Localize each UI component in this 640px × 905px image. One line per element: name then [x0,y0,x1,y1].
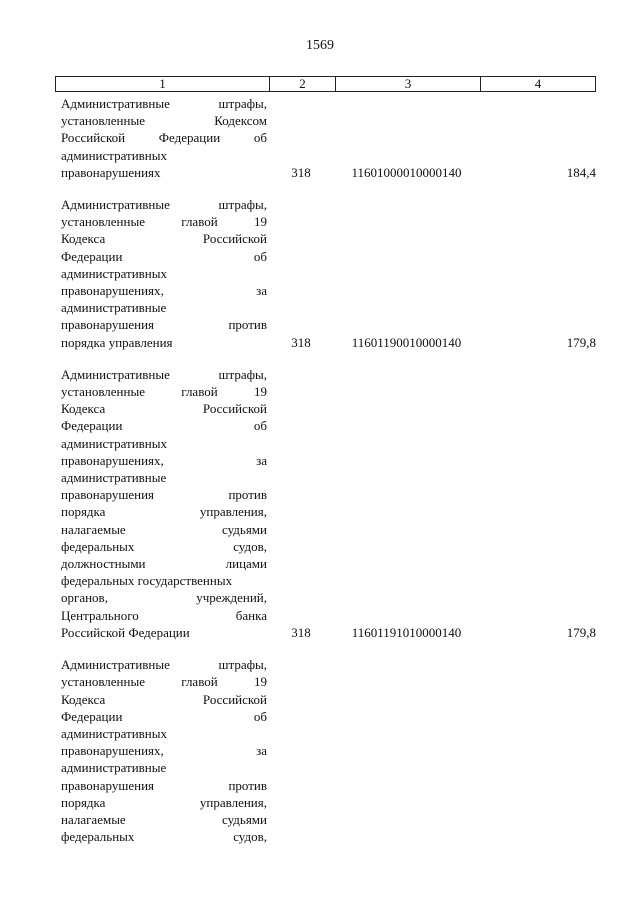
description-word: учреждений, [196,590,267,606]
description-word: Федерации [61,708,123,724]
description-word: правонарушениях, [61,743,164,759]
row-admin-code: 318 [291,164,311,180]
description-word: порядка [61,794,106,810]
description-word: главой [181,674,218,690]
description-word: штрафы, [218,96,267,111]
row-budget-code: 11601190010000140 [351,334,462,350]
row-amount: 179,8 [566,624,596,640]
description-word: 19 [253,384,267,400]
table-row [55,95,596,181]
description-word: Российской Федерации [61,624,190,640]
table-header [55,76,596,92]
description-word: Российской [202,401,267,417]
description-word: административных [61,265,167,281]
description-line [61,708,267,725]
description-line [61,521,267,538]
description-line [61,486,267,503]
description-word: об [253,248,267,264]
description-word: за [256,743,267,759]
description-word: установленные [61,214,145,230]
row-amount: 179,8 [566,334,596,350]
description-word: за [256,283,267,299]
description-word: Административные [61,96,170,111]
description-word: налагаемые [61,811,126,827]
description-line [61,282,267,299]
description-word: Федерации [61,418,123,434]
description-word: установленные [61,113,145,129]
description-line [61,589,267,606]
row-amount: 184,4 [566,164,596,180]
description-word: 19 [253,214,267,230]
description-word: административные [61,300,167,316]
description-word: правонарушениях [61,164,161,180]
description-word: судов, [233,538,267,554]
description-line [61,794,267,811]
description-line [61,555,267,572]
description-line [61,624,267,641]
description-word: Федерации [61,248,123,264]
description-line [61,383,267,400]
description-word: органов, [61,590,108,606]
description-line [61,129,267,146]
description-word: против [228,317,267,333]
description-line [61,112,267,129]
description-word: об [253,130,267,146]
row-budget-code: 11601000010000140 [351,164,462,180]
description-word: против [228,777,267,793]
description-line [61,299,267,316]
description-word: административных [61,435,167,451]
description-word: административные [61,470,167,486]
description-line [61,213,267,230]
description-line [61,469,267,486]
table-row [55,196,596,351]
description-word: Центрального [61,607,139,623]
header-col-2: 2 [269,77,335,91]
description-word: должностными [61,556,146,572]
row-description [55,366,267,641]
description-word: Административные [61,657,170,673]
description-line [61,164,267,181]
description-word: судьями [222,521,267,537]
description-word: против [228,487,267,503]
description-line [61,196,267,213]
description-word: федеральных [61,538,135,554]
description-word: порядка управления [61,334,173,350]
description-line [61,334,267,351]
description-line [61,366,267,383]
description-word: штрафы, [218,657,267,673]
description-word: правонарушениях, [61,452,164,468]
description-word: судов, [233,829,267,845]
description-word: Кодекса [61,231,106,247]
description-word: правонарушения [61,317,155,333]
row-budget-code: 11601191010000140 [351,624,462,640]
description-line [61,742,267,759]
description-word: Кодексом [214,113,267,129]
description-word: правонарушения [61,487,155,503]
description-line [61,777,267,794]
description-word: Российской [202,691,267,707]
description-word: федеральных государственных [61,573,233,589]
description-word: Кодекса [61,691,106,707]
description-line [61,572,267,589]
description-word: правонарушениях, [61,283,164,299]
description-word: Российской [61,130,126,146]
description-word: Административные [61,197,170,213]
description-line [61,759,267,776]
row-admin-code: 318 [291,334,311,350]
description-line [61,316,267,333]
row-admin-code: 318 [291,624,311,640]
description-word: административных [61,725,167,741]
description-word: установленные [61,674,145,690]
description-line [61,265,267,282]
description-word: лицами [225,556,267,572]
description-word: об [253,708,267,724]
description-line [61,400,267,417]
description-word: штрафы, [218,366,267,382]
description-word: главой [181,214,218,230]
description-line [61,452,267,469]
description-word: Российской [202,231,267,247]
description-word: административных [61,147,167,163]
description-line [61,691,267,708]
description-line [61,230,267,247]
description-word: федеральных [61,829,135,845]
description-word: за [256,452,267,468]
description-line [61,538,267,555]
description-word: главой [181,384,218,400]
page-number: 1569 [306,38,334,53]
description-line [61,248,267,265]
row-description [55,656,267,845]
description-word: штрафы, [218,197,267,213]
description-word: Кодекса [61,401,106,417]
row-description [55,196,267,351]
description-word: 19 [253,674,267,690]
header-col-4: 4 [480,77,595,91]
description-line [61,147,267,164]
description-word: установленные [61,384,145,400]
table-row [55,656,596,845]
table-row [55,366,596,641]
description-word: налагаемые [61,521,126,537]
description-line [61,95,267,112]
description-line [61,725,267,742]
row-description [55,95,267,181]
description-word: об [253,418,267,434]
description-line [61,673,267,690]
description-line [61,656,267,673]
description-word: Административные [61,366,170,382]
header-col-3: 3 [335,77,480,91]
description-word: административные [61,760,167,776]
description-line [61,828,267,845]
header-col-1: 1 [159,76,166,91]
description-word: управления, [199,794,267,810]
description-line [61,811,267,828]
description-line [61,607,267,624]
description-word: судьями [222,811,267,827]
description-line [61,503,267,520]
description-word: управления, [199,504,267,520]
description-word: правонарушения [61,777,155,793]
description-word: Федерации [158,130,221,146]
description-word: банка [235,607,267,623]
description-line [61,435,267,452]
table-body [55,95,596,860]
description-line [61,417,267,434]
description-word: порядка [61,504,106,520]
